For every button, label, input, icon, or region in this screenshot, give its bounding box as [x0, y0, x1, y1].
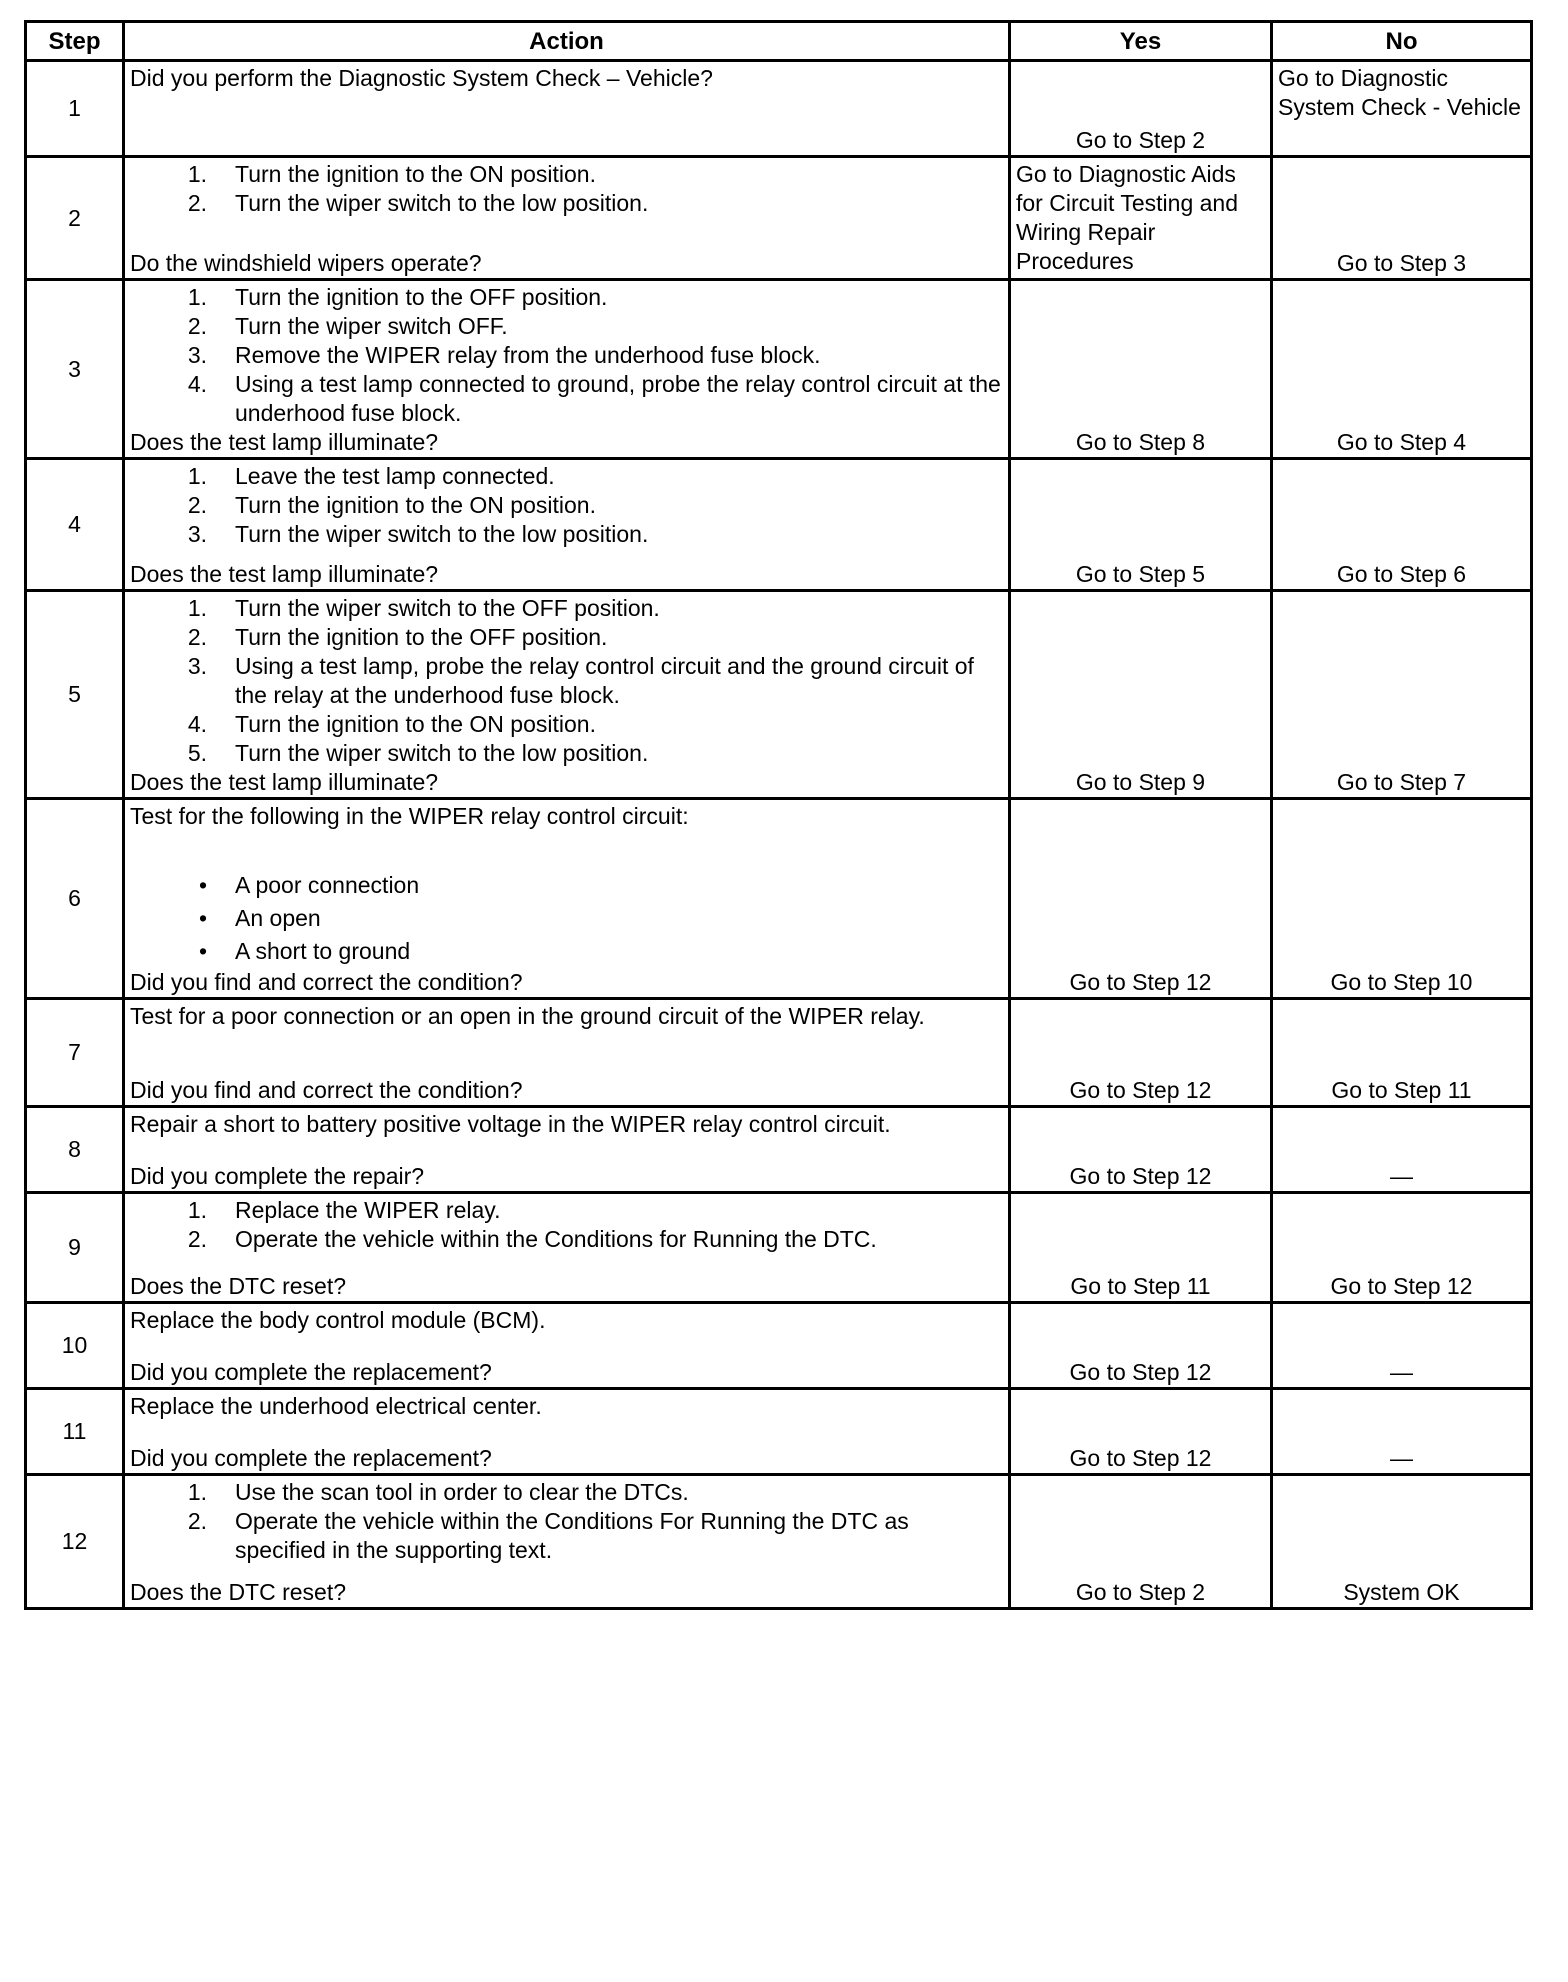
- step-text: Turn the ignition to the ON position.: [235, 711, 596, 737]
- action-cell: [124, 1475, 1010, 1609]
- bullet-text: A poor connection: [235, 872, 420, 898]
- yes-result: Go to Step 5: [1010, 459, 1272, 591]
- step-text: Use the scan tool in order to clear the DTCs.: [235, 1479, 689, 1505]
- numbered-step: [130, 160, 1002, 189]
- action-question: Does the test lamp illuminate?: [130, 561, 439, 587]
- step-index: 1.: [187, 284, 207, 310]
- step-text: Remove the WIPER relay from the underhood fuse block.: [235, 342, 821, 368]
- yes-result: Go to Step 12: [1010, 1303, 1272, 1389]
- action-question: Did you complete the replacement?: [130, 1445, 492, 1471]
- bullet-dot-icon: •: [198, 872, 207, 898]
- step-index: 3.: [187, 342, 207, 368]
- yes-result: Go to Step 11: [1010, 1193, 1272, 1303]
- step-number: 5: [26, 591, 124, 799]
- action-cell: [124, 1107, 1010, 1193]
- step-number: 2: [26, 157, 124, 280]
- header-yes: Yes: [1010, 22, 1272, 61]
- step-index: 5.: [187, 740, 207, 766]
- action-content: [130, 1478, 1002, 1607]
- numbered-step: [130, 1196, 1002, 1225]
- numbered-step: [130, 283, 1002, 312]
- step-text: Using a test lamp connected to ground, probe the relay control circuit at the underhood fuse block.: [235, 371, 1001, 426]
- step-index: 1.: [187, 161, 207, 187]
- step-index: 2.: [187, 492, 207, 518]
- numbered-steps: [130, 283, 1002, 428]
- action-content: [130, 802, 1002, 997]
- action-cell: [124, 999, 1010, 1107]
- action-content: [130, 1392, 1002, 1473]
- step-index: 1.: [187, 463, 207, 489]
- no-result: System OK: [1272, 1475, 1532, 1609]
- numbered-steps: [130, 1478, 1002, 1565]
- table-row: [26, 591, 1532, 799]
- action-question: Did you complete the replacement?: [130, 1359, 492, 1385]
- no-result: Go to Step 3: [1272, 157, 1532, 280]
- step-text: Replace the WIPER relay.: [235, 1197, 501, 1223]
- table-row: [26, 1303, 1532, 1389]
- action-instructions: [130, 160, 1002, 218]
- step-number: 8: [26, 1107, 124, 1193]
- numbered-step: [130, 594, 1002, 623]
- action-instructions: [130, 283, 1002, 428]
- step-number: 4: [26, 459, 124, 591]
- no-result: Go to Step 7: [1272, 591, 1532, 799]
- action-cell: [124, 280, 1010, 459]
- bullet-item: [130, 869, 1002, 902]
- table-row: [26, 799, 1532, 999]
- numbered-step: [130, 1507, 1002, 1565]
- action-intro: Replace the body control module (BCM).: [130, 1307, 546, 1333]
- step-text: Operate the vehicle within the Conditions for Running the DTC.: [235, 1226, 877, 1252]
- action-content: [130, 64, 1002, 155]
- action-content: [130, 1110, 1002, 1191]
- action-content: [130, 1196, 1002, 1301]
- step-index: 2.: [187, 190, 207, 216]
- action-question: Does the test lamp illuminate?: [130, 769, 439, 795]
- table-row: [26, 1107, 1532, 1193]
- action-intro: Replace the underhood electrical center.: [130, 1393, 542, 1419]
- numbered-step: [130, 520, 1002, 549]
- step-index: 3.: [187, 521, 207, 547]
- step-index: 2.: [187, 1226, 207, 1252]
- bullet-dot-icon: •: [198, 905, 207, 931]
- action-question: Did you find and correct the condition?: [130, 1077, 523, 1103]
- numbered-step: [130, 1225, 1002, 1254]
- no-result: —: [1272, 1107, 1532, 1193]
- action-cell: [124, 157, 1010, 280]
- action-question: Do the windshield wipers operate?: [130, 250, 482, 276]
- step-number: 1: [26, 61, 124, 157]
- step-number: 9: [26, 1193, 124, 1303]
- action-instructions: [130, 1392, 1002, 1421]
- step-number: 6: [26, 799, 124, 999]
- no-result: Go to Diagnostic System Check - Vehicle: [1272, 61, 1532, 157]
- table-row: [26, 1389, 1532, 1475]
- numbered-steps: [130, 1196, 1002, 1254]
- diagnostic-table: [24, 20, 1533, 1610]
- bullet-item: [130, 902, 1002, 935]
- yes-result: Go to Step 12: [1010, 1107, 1272, 1193]
- bullet-text: A short to ground: [235, 938, 411, 964]
- step-text: Leave the test lamp connected.: [235, 463, 555, 489]
- yes-result: Go to Step 12: [1010, 1389, 1272, 1475]
- no-result: Go to Step 4: [1272, 280, 1532, 459]
- table-row: [26, 280, 1532, 459]
- numbered-steps: [130, 160, 1002, 218]
- numbered-step: [130, 189, 1002, 218]
- step-number: 10: [26, 1303, 124, 1389]
- table-row: [26, 61, 1532, 157]
- yes-result: Go to Step 8: [1010, 280, 1272, 459]
- step-text: Operate the vehicle within the Conditions For Running the DTC as specified in the supporting text.: [235, 1508, 909, 1563]
- step-text: Turn the wiper switch OFF.: [235, 313, 508, 339]
- action-question: Did you find and correct the condition?: [130, 969, 523, 995]
- action-cell: [124, 1193, 1010, 1303]
- action-cell: [124, 61, 1010, 157]
- action-cell: [124, 459, 1010, 591]
- numbered-steps: [130, 462, 1002, 549]
- step-index: 2.: [187, 1508, 207, 1534]
- table-row: [26, 1475, 1532, 1609]
- table-row: [26, 999, 1532, 1107]
- step-text: Using a test lamp, probe the relay control circuit and the ground circuit of the relay at the underhood fuse block.: [235, 653, 974, 708]
- action-instructions: [130, 802, 1002, 968]
- step-text: Turn the wiper switch to the low position.: [235, 190, 649, 216]
- action-content: [130, 1306, 1002, 1387]
- header-step: Step: [26, 22, 124, 61]
- no-result: —: [1272, 1389, 1532, 1475]
- action-question: Does the test lamp illuminate?: [130, 429, 439, 455]
- yes-result: Go to Step 12: [1010, 799, 1272, 999]
- action-content: [130, 462, 1002, 589]
- numbered-step: [130, 462, 1002, 491]
- numbered-step: [130, 652, 1002, 710]
- header-action: Action: [124, 22, 1010, 61]
- action-content: [130, 594, 1002, 797]
- numbered-step: [130, 370, 1002, 428]
- no-result: Go to Step 6: [1272, 459, 1532, 591]
- action-instructions: [130, 462, 1002, 549]
- table-row: [26, 459, 1532, 591]
- action-instructions: [130, 1306, 1002, 1335]
- step-text: Turn the wiper switch to the low position.: [235, 740, 649, 766]
- action-instructions: [130, 1196, 1002, 1254]
- action-question: Does the DTC reset?: [130, 1273, 347, 1299]
- action-instructions: [130, 594, 1002, 768]
- step-text: Turn the wiper switch to the OFF position.: [235, 595, 660, 621]
- numbered-step: [130, 341, 1002, 370]
- no-result: Go to Step 10: [1272, 799, 1532, 999]
- step-index: 2.: [187, 313, 207, 339]
- numbered-step: [130, 739, 1002, 768]
- action-content: [130, 1002, 1002, 1105]
- action-instructions: [130, 1002, 1002, 1031]
- step-text: Turn the ignition to the OFF position.: [235, 284, 608, 310]
- step-index: 2.: [187, 624, 207, 650]
- action-intro: Repair a short to battery positive voltage in the WIPER relay control circuit.: [130, 1111, 891, 1137]
- step-number: 3: [26, 280, 124, 459]
- no-result: —: [1272, 1303, 1532, 1389]
- action-content: [130, 160, 1002, 278]
- action-instructions: [130, 1110, 1002, 1139]
- step-text: Turn the ignition to the ON position.: [235, 161, 596, 187]
- step-number: 7: [26, 999, 124, 1107]
- action-intro: Test for the following in the WIPER relay control circuit:: [130, 803, 689, 829]
- step-index: 4.: [187, 371, 207, 397]
- step-text: Turn the wiper switch to the low position.: [235, 521, 649, 547]
- action-cell: [124, 591, 1010, 799]
- bullet-list: [130, 869, 1002, 968]
- yes-result: Go to Step 9: [1010, 591, 1272, 799]
- header-no: No: [1272, 22, 1532, 61]
- no-result: Go to Step 12: [1272, 1193, 1532, 1303]
- step-index: 4.: [187, 711, 207, 737]
- action-question: Did you complete the repair?: [130, 1163, 425, 1189]
- action-intro: Test for a poor connection or an open in the ground circuit of the WIPER relay.: [130, 1003, 925, 1029]
- action-cell: [124, 1389, 1010, 1475]
- bullet-text: An open: [235, 905, 321, 931]
- bullet-item: [130, 935, 1002, 968]
- yes-result: Go to Diagnostic Aids for Circuit Testing and Wiring Repair Procedures: [1010, 157, 1272, 280]
- bullet-dot-icon: •: [198, 938, 207, 964]
- table-row: [26, 157, 1532, 280]
- yes-result: Go to Step 2: [1010, 61, 1272, 157]
- numbered-step: [130, 312, 1002, 341]
- step-text: Turn the ignition to the ON position.: [235, 492, 596, 518]
- header-row: [26, 22, 1532, 61]
- step-number: 12: [26, 1475, 124, 1609]
- step-index: 3.: [187, 653, 207, 679]
- step-index: 1.: [187, 1479, 207, 1505]
- numbered-steps: [130, 594, 1002, 768]
- action-cell: [124, 1303, 1010, 1389]
- step-index: 1.: [187, 1197, 207, 1223]
- yes-result: Go to Step 2: [1010, 1475, 1272, 1609]
- step-number: 11: [26, 1389, 124, 1475]
- numbered-step: [130, 491, 1002, 520]
- table-row: [26, 1193, 1532, 1303]
- action-cell: [124, 799, 1010, 999]
- action-question: Does the DTC reset?: [130, 1579, 347, 1605]
- yes-result: Go to Step 12: [1010, 999, 1272, 1107]
- numbered-step: [130, 710, 1002, 739]
- numbered-step: [130, 623, 1002, 652]
- step-index: 1.: [187, 595, 207, 621]
- step-text: Turn the ignition to the OFF position.: [235, 624, 608, 650]
- numbered-step: [130, 1478, 1002, 1507]
- action-instructions: [130, 64, 1002, 93]
- action-instructions: [130, 1478, 1002, 1565]
- no-result: Go to Step 11: [1272, 999, 1532, 1107]
- action-intro: Did you perform the Diagnostic System Check – Vehicle?: [130, 65, 713, 91]
- action-content: [130, 283, 1002, 457]
